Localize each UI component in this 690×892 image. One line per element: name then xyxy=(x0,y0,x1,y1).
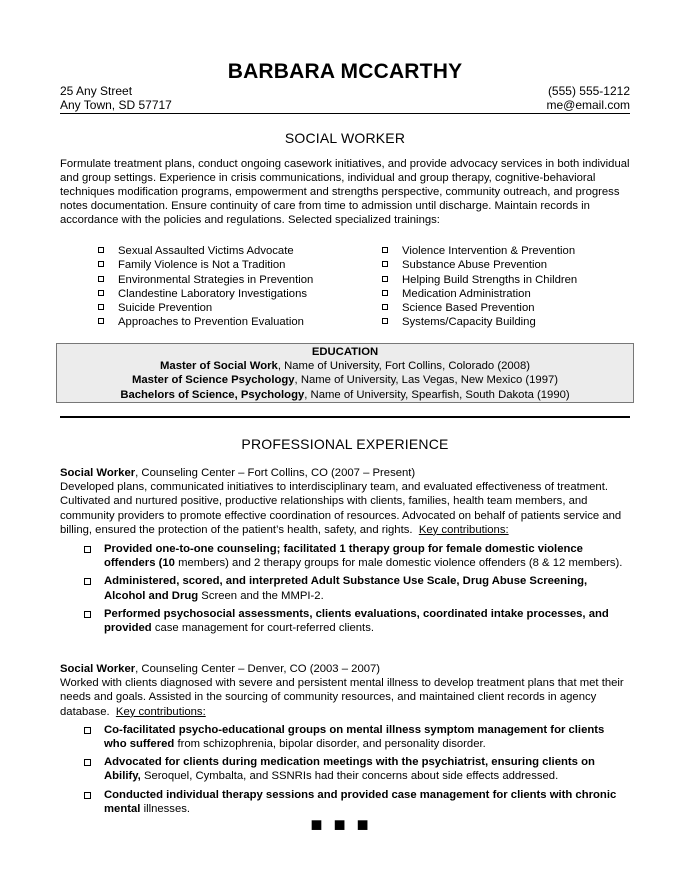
job-heading xyxy=(60,466,630,480)
job-entry-denver xyxy=(60,662,630,820)
checkbox-bullet-icon xyxy=(84,792,91,799)
job-description: Worked with clients diagnosed with severe and persistent mental illness to develop treatment plans that met their needs and goals. Assisted in the sourcing of community resources, and maintained client records in agency database. Key contributions: xyxy=(60,677,624,718)
training-item: Sexual Assaulted Victims Advocate xyxy=(98,244,313,258)
contact-block xyxy=(546,84,630,112)
job-place: , Counseling Center – Fort Collins, CO (2007 – Present) xyxy=(135,467,416,479)
checkbox-bullet-icon xyxy=(382,247,388,253)
checkbox-bullet-icon xyxy=(84,759,91,766)
phone-number: (555) 555-1212 xyxy=(547,84,630,98)
job-place: , Counseling Center – Denver, CO (2003 – 2007) xyxy=(135,663,381,675)
training-item: Violence Intervention & Prevention xyxy=(382,244,577,258)
checkbox-bullet-icon xyxy=(84,727,91,734)
address-block xyxy=(60,84,172,112)
city-state-zip: Any Town, SD 57717 xyxy=(60,98,172,112)
contributions-list xyxy=(60,542,630,635)
checkbox-bullet-icon xyxy=(98,261,104,267)
trainings-list-left xyxy=(98,244,313,330)
key-contributions-label: Key contributions: xyxy=(115,705,206,718)
job-description: Developed plans, communicated initiatives to interdisciplinary team, and evaluated effectiveness of treatment. Cultivated and nurtured positive, productive relationships with clients, families, health team members, and community providers to promote effective coordination of resources. Advocated on behalf of patients service and billing, ensured the protection of the patient’s health, safety, and rights. Key contributions: xyxy=(60,481,622,536)
contribution-item: Performed psychosocial assessments, clients evaluations, coordinated intake processes, and provided case management for court-referred clients. xyxy=(60,607,630,635)
training-item: Environmental Strategies in Prevention xyxy=(98,273,313,287)
checkbox-bullet-icon xyxy=(84,611,91,618)
education-heading: EDUCATION xyxy=(311,346,379,358)
trainings-list-right xyxy=(382,244,577,330)
training-item: Clandestine Laboratory Investigations xyxy=(98,287,313,301)
checkbox-bullet-icon xyxy=(382,261,388,267)
professional-summary: Formulate treatment plans, conduct ongoing casework initiatives, and provide advocacy services in both individual and group settings. Experience in crisis communications, individual and group therapy, cognitive-behavioral techniques modification programs, empowerment and strengths perspective, community outreach, and progress notes documentation. Ensure continuity of care from time to admission until discharge. Maintain records in accordance with the policies and regulations. Selected specialized trainings: xyxy=(60,158,630,227)
training-item: Family Violence is Not a Tradition xyxy=(98,258,313,272)
education-item xyxy=(57,388,633,402)
checkbox-bullet-icon xyxy=(98,290,104,296)
job-role: Social Worker xyxy=(60,663,136,675)
job-entry-fort-collins xyxy=(60,466,630,639)
education-item xyxy=(57,373,633,387)
email-address[interactable]: me@email.com xyxy=(546,98,630,112)
section-divider xyxy=(60,416,630,418)
degree: Master of Science Psychology xyxy=(131,374,295,387)
training-item: Helping Build Strengths in Children xyxy=(382,273,577,287)
checkbox-bullet-icon xyxy=(98,247,104,253)
training-item: Medication Administration xyxy=(382,287,577,301)
training-item: Substance Abuse Prevention xyxy=(382,258,577,272)
degree-detail: , Name of University, Fort Collins, Colorado (2008) xyxy=(277,360,530,373)
training-item: Science Based Prevention xyxy=(382,301,577,315)
training-item: Approaches to Prevention Evaluation xyxy=(98,315,313,329)
job-heading xyxy=(60,662,630,676)
degree-detail: , Name of University, Las Vegas, New Mexico (1997) xyxy=(294,374,559,387)
continuation-marker: ■■■ xyxy=(310,814,380,836)
contribution-item: Administered, scored, and interpreted Adult Substance Use Scale, Drug Abuse Screening, Alcohol and Drug Screen and the MMPI-2. xyxy=(60,574,630,602)
checkbox-bullet-icon xyxy=(382,318,388,324)
contributions-list xyxy=(60,723,630,816)
job-role: Social Worker xyxy=(60,467,136,479)
degree-detail: , Name of University, Spearfish, South Dakota (1990) xyxy=(304,388,570,401)
experience-heading: PROFESSIONAL EXPERIENCE xyxy=(241,436,449,452)
header-divider xyxy=(60,113,630,114)
candidate-name: BARBARA MCCARTHY xyxy=(227,60,463,83)
checkbox-bullet-icon xyxy=(84,546,91,553)
job-title: SOCIAL WORKER xyxy=(284,130,406,146)
degree: Bachelors of Science, Psychology xyxy=(120,388,305,401)
key-contributions-label: Key contributions: xyxy=(418,523,509,536)
checkbox-bullet-icon xyxy=(98,276,104,282)
contribution-item: Advocated for clients during medication meetings with the psychiatrist, ensuring clients on Abilify, Seroquel, Cymbalta, and SSNRIs had their concerns about side effects addressed. xyxy=(60,755,630,783)
checkbox-bullet-icon xyxy=(382,304,388,310)
checkbox-bullet-icon xyxy=(98,304,104,310)
education-item xyxy=(57,359,633,373)
contribution-item: Conducted individual therapy sessions and provided case management for clients with chronic mental illnesses. xyxy=(60,788,630,816)
education-box xyxy=(56,343,634,403)
checkbox-bullet-icon xyxy=(98,318,104,324)
contribution-item: Co-facilitated psycho-educational groups on mental illness symptom management for clients who suffered from schizophrenia, bipolar disorder, and personality disorder. xyxy=(60,723,630,751)
training-item: Systems/Capacity Building xyxy=(382,315,577,329)
street-address: 25 Any Street xyxy=(60,84,133,98)
checkbox-bullet-icon xyxy=(382,276,388,282)
training-item: Suicide Prevention xyxy=(98,301,313,315)
degree: Master of Social Work xyxy=(160,360,278,373)
checkbox-bullet-icon xyxy=(382,290,388,296)
checkbox-bullet-icon xyxy=(84,578,91,585)
contribution-item: Provided one-to-one counseling; facilitated 1 therapy group for female domestic violence offenders (10 members) and 2 therapy groups for male domestic violence offenders (8 & 12 members). xyxy=(60,542,630,570)
